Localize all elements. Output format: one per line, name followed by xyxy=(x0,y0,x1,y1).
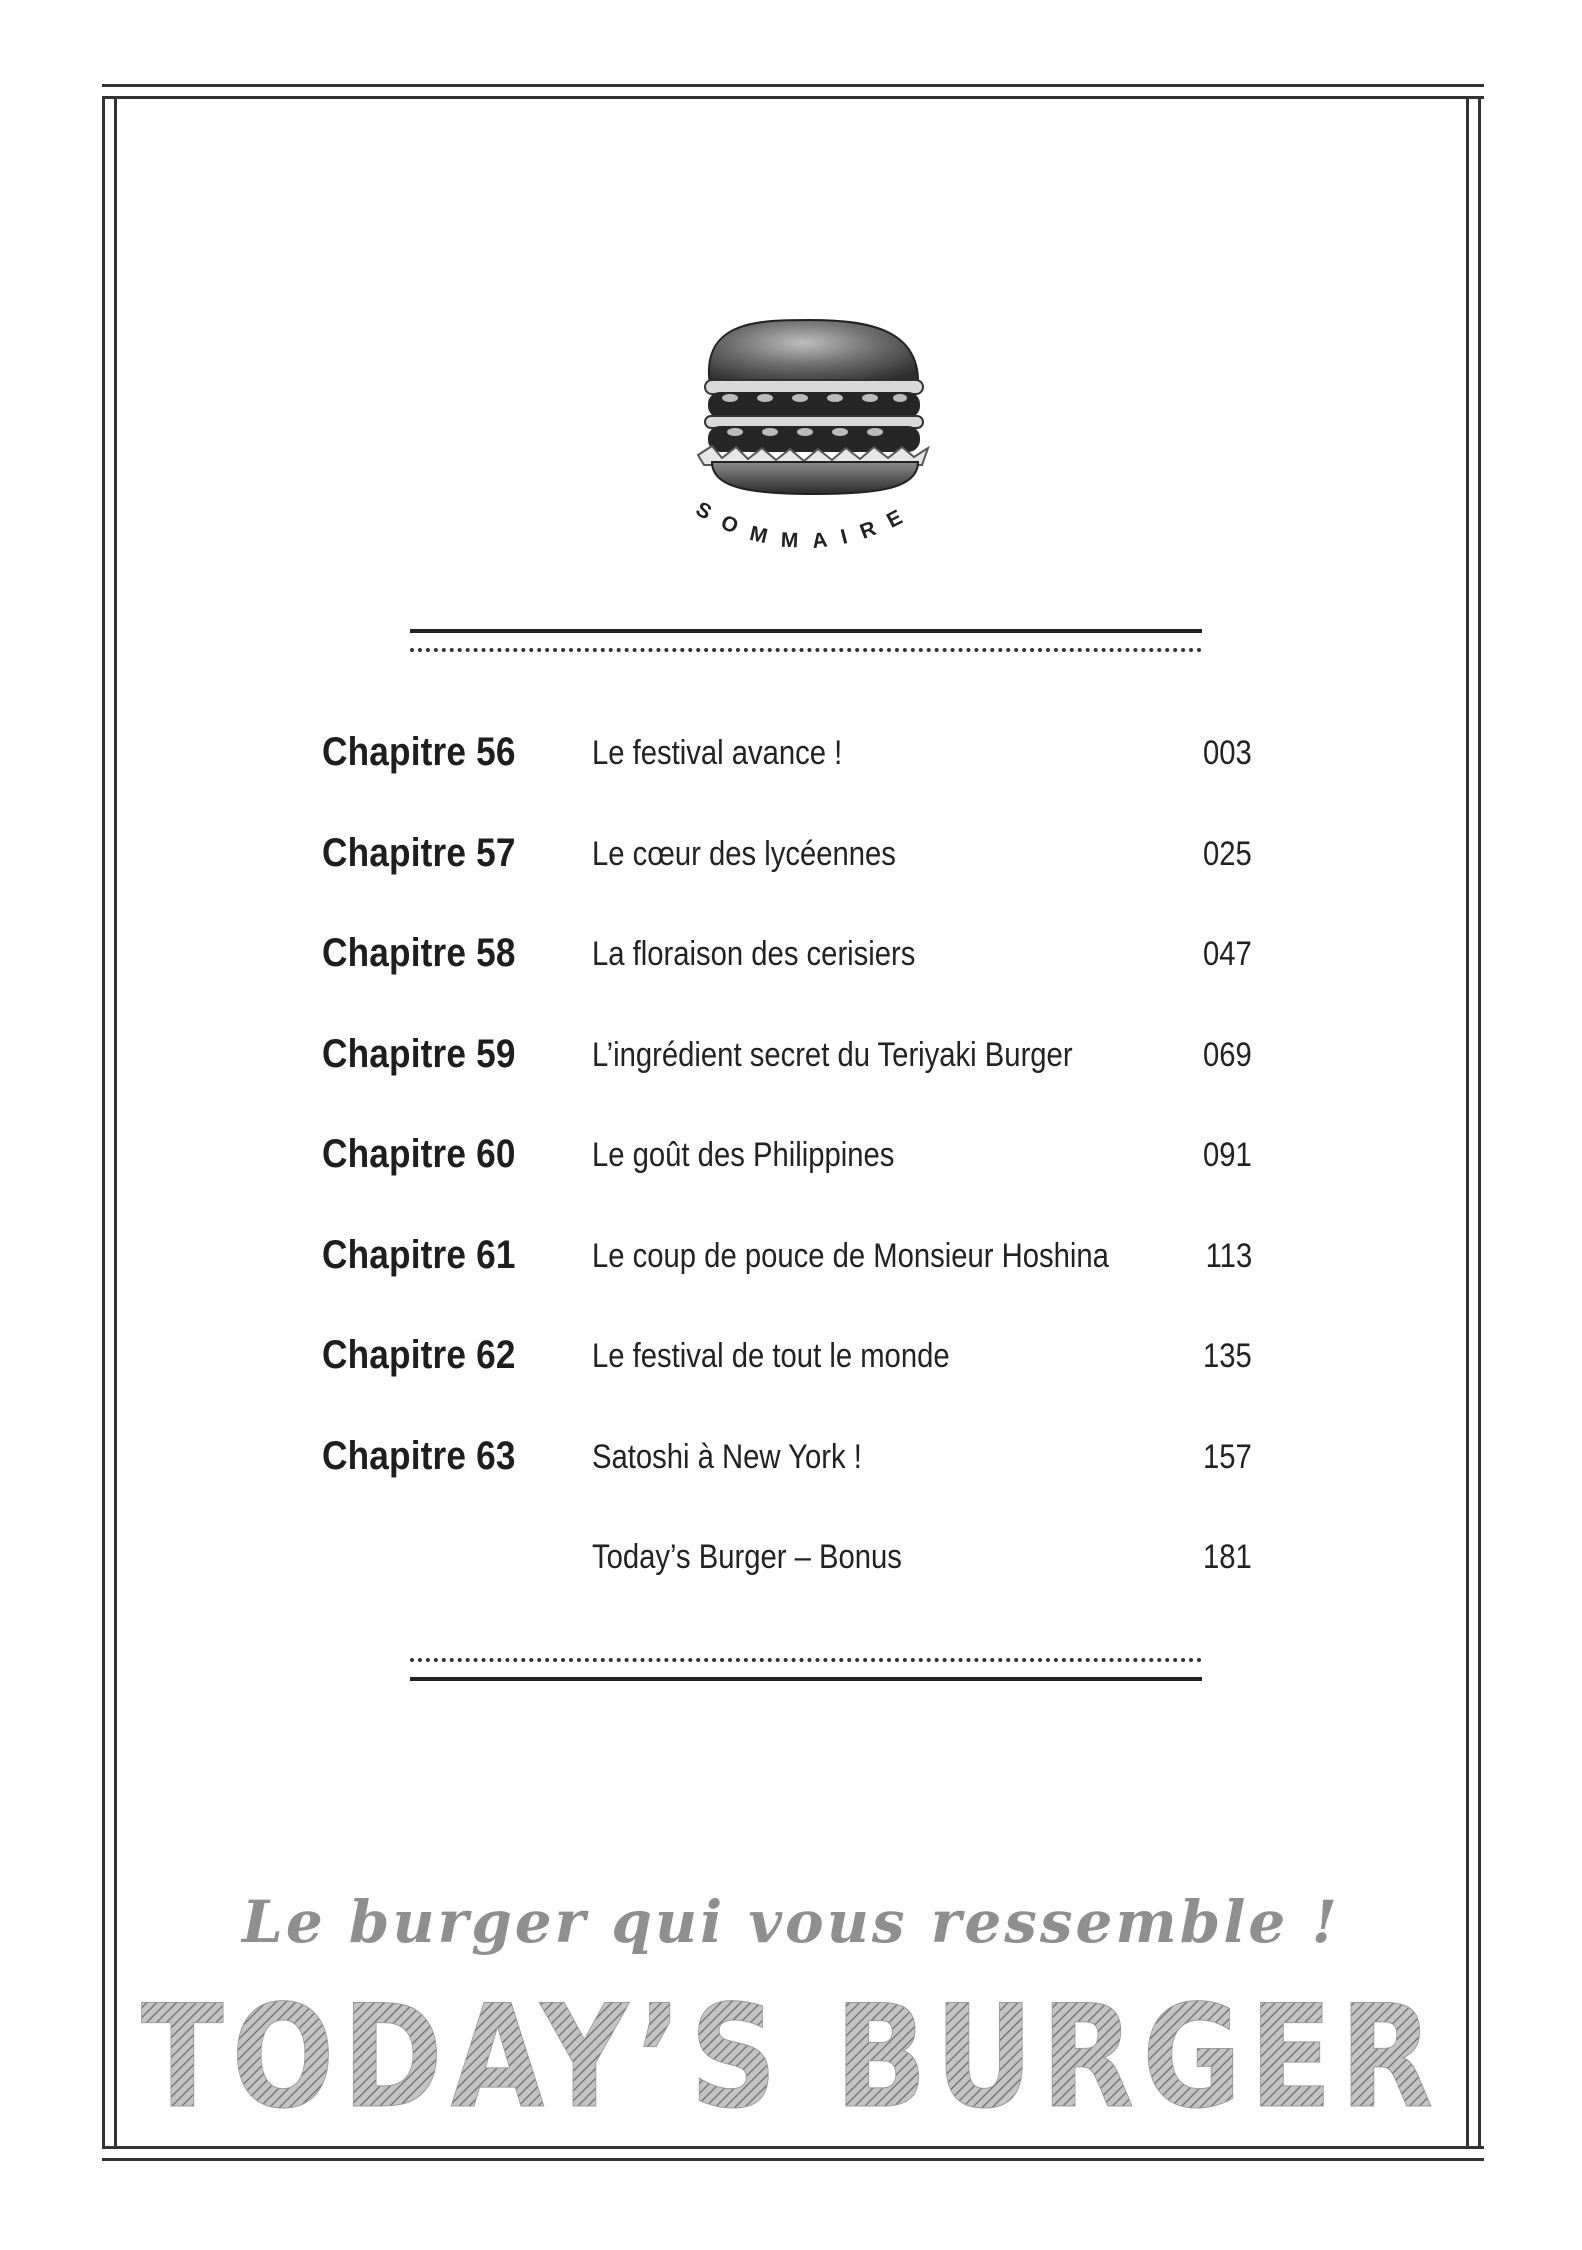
logo-text: TODAY’S BURGER xyxy=(141,1980,1441,2120)
burger-emblem xyxy=(0,0,1582,600)
toc-page: 157 xyxy=(1203,1437,1252,1476)
toc-row xyxy=(322,1333,1252,1434)
toc-row xyxy=(322,1233,1252,1334)
toc-title: Le cœur des lycéennes xyxy=(592,834,896,873)
toc-page: 025 xyxy=(1203,834,1252,873)
toc-chapter: Chapitre 59 xyxy=(322,1031,516,1076)
frame-bottom-outer xyxy=(102,2158,1484,2161)
toc-chapter: Chapitre 61 xyxy=(322,1232,516,1277)
toc-page: 003 xyxy=(1203,734,1252,772)
toc-row xyxy=(322,1032,1252,1133)
tagline: Le burger qui vous ressemble ! xyxy=(242,1888,1340,1956)
toc-chapter: Chapitre 62 xyxy=(322,1333,516,1377)
toc-title: Le goût des Philippines xyxy=(592,1136,895,1174)
divider-solid-bottom xyxy=(410,1677,1202,1681)
toc-row xyxy=(322,730,1252,831)
toc-title: Le festival de tout le monde xyxy=(592,1337,950,1375)
toc-title: Le coup de pouce de Monsieur Hoshina xyxy=(592,1236,1109,1275)
toc-row xyxy=(322,1534,1252,1635)
toc-chapter: Chapitre 57 xyxy=(322,830,516,875)
toc-title: Le festival avance ! xyxy=(592,734,843,772)
toc-page: 135 xyxy=(1203,1337,1252,1375)
sommaire-label: SOMMAIRE xyxy=(691,497,920,554)
toc-title: Today’s Burger – Bonus xyxy=(592,1538,902,1576)
divider-dotted-top xyxy=(410,648,1202,652)
toc-title: L’ingrédient secret du Teriyaki Burger xyxy=(592,1035,1073,1074)
toc-page: 181 xyxy=(1203,1538,1252,1576)
divider-dotted-bottom xyxy=(410,1658,1202,1662)
toc-page: 069 xyxy=(1203,1035,1252,1074)
toc-title: La floraison des cerisiers xyxy=(592,935,916,973)
toc-title: Satoshi à New York ! xyxy=(592,1437,862,1476)
toc-chapter: Chapitre 58 xyxy=(322,931,516,975)
toc-page: 091 xyxy=(1203,1136,1252,1174)
toc-chapter: Chapitre 63 xyxy=(322,1433,516,1478)
burger-icon xyxy=(698,320,928,494)
toc-chapter: Chapitre 60 xyxy=(322,1132,516,1176)
divider-solid-top xyxy=(410,629,1202,633)
table-of-contents xyxy=(322,730,1252,1635)
toc-row xyxy=(322,931,1252,1032)
toc-row xyxy=(322,1132,1252,1233)
frame-bottom-inner xyxy=(102,2146,1484,2149)
toc-page: 047 xyxy=(1203,935,1252,973)
toc-row xyxy=(322,1434,1252,1535)
toc-row xyxy=(322,831,1252,932)
toc-chapter: Chapitre 56 xyxy=(322,730,516,774)
todays-burger-logo xyxy=(0,1980,1582,2120)
toc-page: 113 xyxy=(1205,1236,1252,1275)
